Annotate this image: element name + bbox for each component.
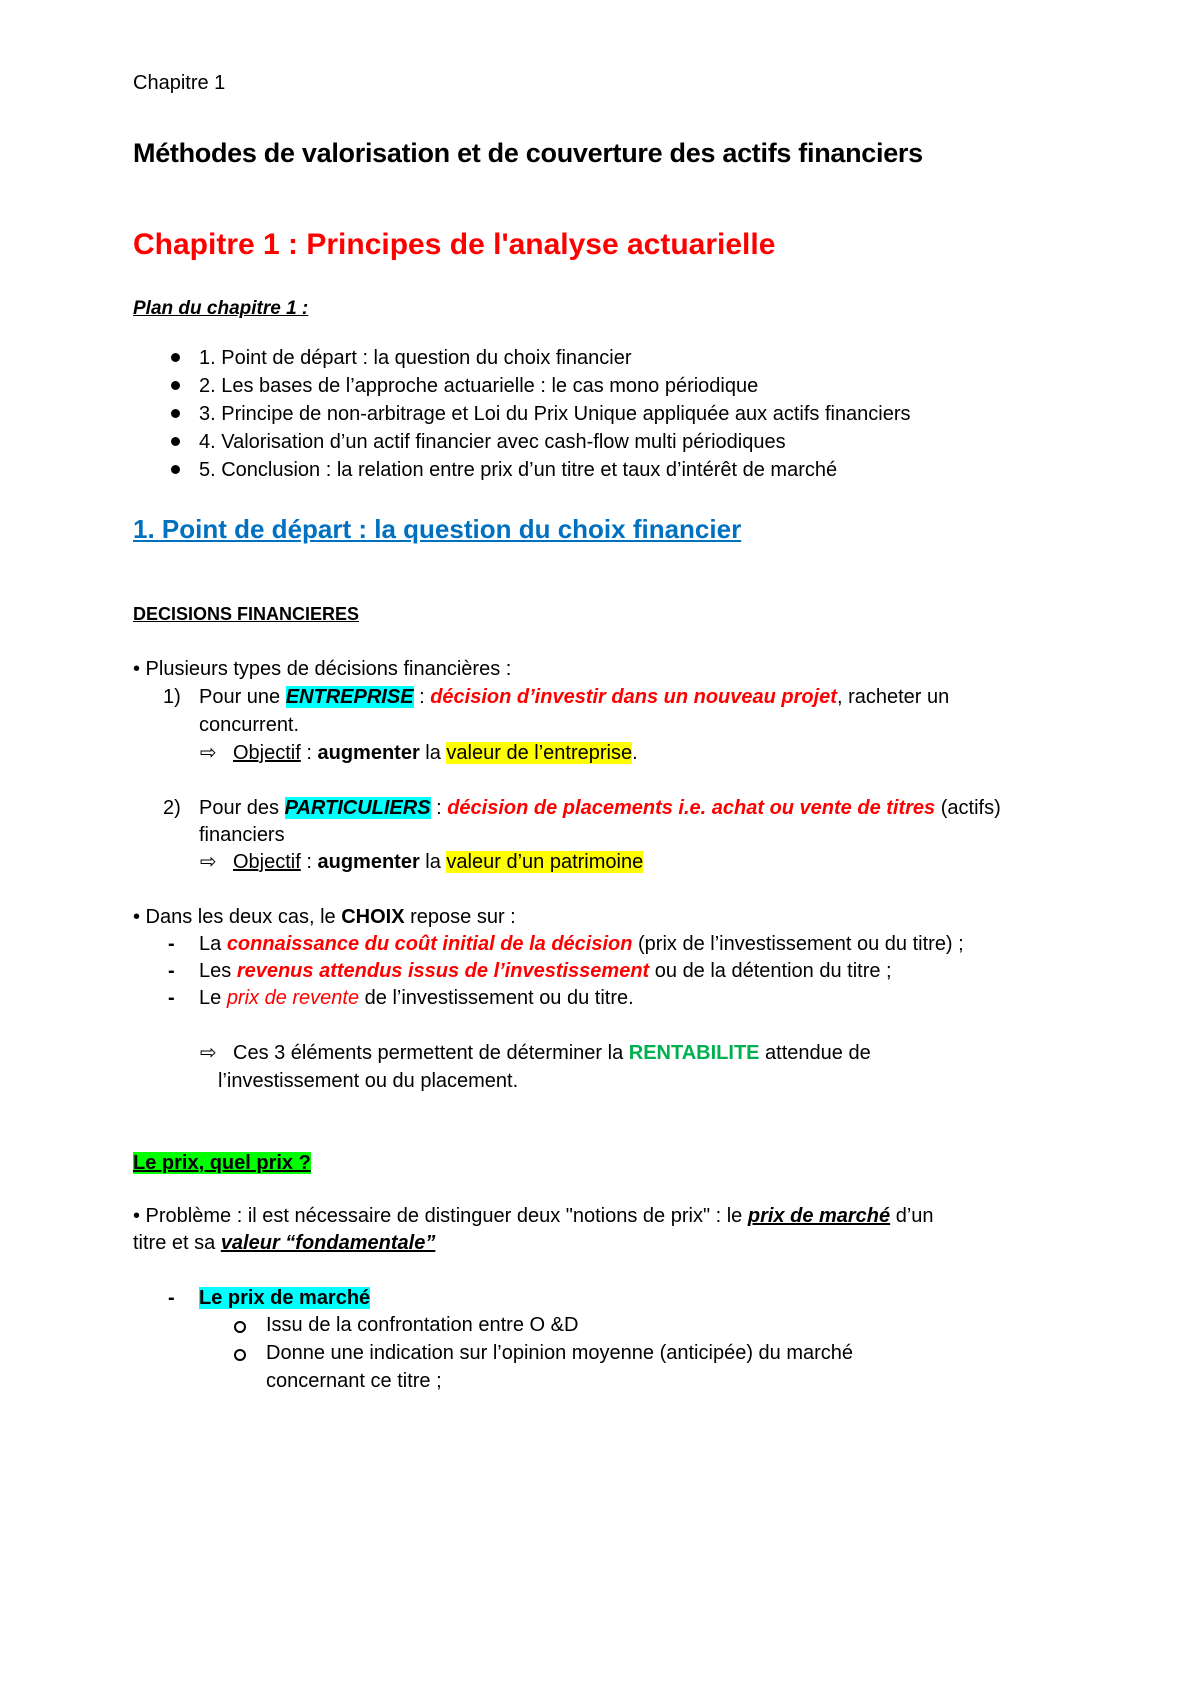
dash-bullet-icon: - bbox=[168, 1287, 175, 1309]
bullet-icon bbox=[171, 381, 180, 390]
plan-item: 4. Valorisation d’un actif financier avec cash-flow multi périodiques bbox=[199, 431, 786, 453]
circle-bullet-icon bbox=[234, 1349, 246, 1361]
arrow-right-icon: ⇨ bbox=[200, 742, 217, 764]
plan-item: 5. Conclusion : la relation entre prix d’un titre et taux d’intérêt de marché bbox=[199, 459, 838, 481]
arrow-right-icon: ⇨ bbox=[200, 1042, 217, 1064]
case-1-number: 1) bbox=[163, 686, 181, 708]
section-1-heading: 1. Point de départ : la question du choix financier bbox=[133, 514, 742, 544]
case-2-line: Pour des PARTICULIERS : décision de placements i.e. achat ou vente de titres (actifs) bbox=[199, 797, 1001, 819]
running-header: Chapitre 1 bbox=[133, 72, 226, 94]
case-1-objective: Objectif : augmenter la valeur de l’entreprise. bbox=[233, 742, 638, 764]
choix-item: Le prix de revente de l’investissement ou du titre. bbox=[199, 987, 634, 1009]
bullet-icon bbox=[171, 437, 180, 446]
circle-bullet-icon bbox=[234, 1321, 246, 1333]
bullet-icon bbox=[171, 353, 180, 362]
choix-conclusion: Ces 3 éléments permettent de déterminer la RENTABILITE attendue de bbox=[233, 1042, 871, 1064]
course-title: Méthodes de valorisation et de couverture des actifs financiers bbox=[133, 138, 923, 168]
dash-bullet-icon: - bbox=[168, 933, 175, 955]
case-2-objective: Objectif : augmenter la valeur d’un patrimoine bbox=[233, 851, 644, 873]
subheading-decisions: DECISIONS FINANCIERES bbox=[133, 604, 360, 624]
bullet-icon bbox=[171, 465, 180, 474]
choix-item: La connaissance du coût initial de la décision (prix de l’investissement ou du titre) ; bbox=[199, 933, 964, 955]
dash-bullet-icon: - bbox=[168, 960, 175, 982]
prix-heading: Le prix, quel prix ? bbox=[133, 1152, 311, 1174]
prix-marche-item: Issu de la confrontation entre O &D bbox=[266, 1314, 579, 1336]
plan-label: Plan du chapitre 1 : bbox=[133, 298, 309, 319]
dash-bullet-icon: - bbox=[168, 987, 175, 1009]
plan-item: 3. Principe de non-arbitrage et Loi du Prix Unique appliquée aux actifs financiers bbox=[199, 403, 911, 425]
bullet-icon bbox=[171, 409, 180, 418]
choix-intro: • Dans les deux cas, le CHOIX repose sur : bbox=[133, 906, 516, 928]
prix-marche-item: Donne une indication sur l’opinion moyenne (anticipée) du marché bbox=[266, 1342, 854, 1364]
prix-marche-label: Le prix de marché bbox=[199, 1287, 371, 1309]
prix-marche-item-line-2: concernant ce titre ; bbox=[266, 1370, 442, 1392]
tag-entreprise: ENTREPRISE bbox=[285, 686, 414, 708]
choix-item: Les revenus attendus issus de l’investissement ou de la détention du titre ; bbox=[199, 960, 892, 982]
tag-particuliers: PARTICULIERS bbox=[284, 797, 431, 819]
decisions-intro: • Plusieurs types de décisions financières : bbox=[133, 658, 512, 680]
chapter-title: Chapitre 1 : Principes de l'analyse actuarielle bbox=[133, 228, 776, 261]
case-2-number: 2) bbox=[163, 797, 181, 819]
case-2-line-2: financiers bbox=[199, 824, 285, 846]
choix-conclusion-line-2: l’investissement ou du placement. bbox=[218, 1070, 519, 1092]
case-1-line: Pour une ENTREPRISE : décision d’investir dans un nouveau projet, racheter un bbox=[199, 686, 950, 708]
plan-item: 1. Point de départ : la question du choix financier bbox=[199, 347, 632, 369]
case-1-line-2: concurrent. bbox=[199, 714, 300, 736]
prix-problem-line-2: titre et sa valeur “fondamentale” bbox=[133, 1232, 436, 1254]
prix-problem: • Problème : il est nécessaire de distinguer deux "notions de prix" : le prix de marché d’un bbox=[133, 1205, 934, 1227]
plan-item: 2. Les bases de l’approche actuarielle : le cas mono périodique bbox=[199, 375, 759, 397]
arrow-right-icon: ⇨ bbox=[200, 851, 217, 873]
